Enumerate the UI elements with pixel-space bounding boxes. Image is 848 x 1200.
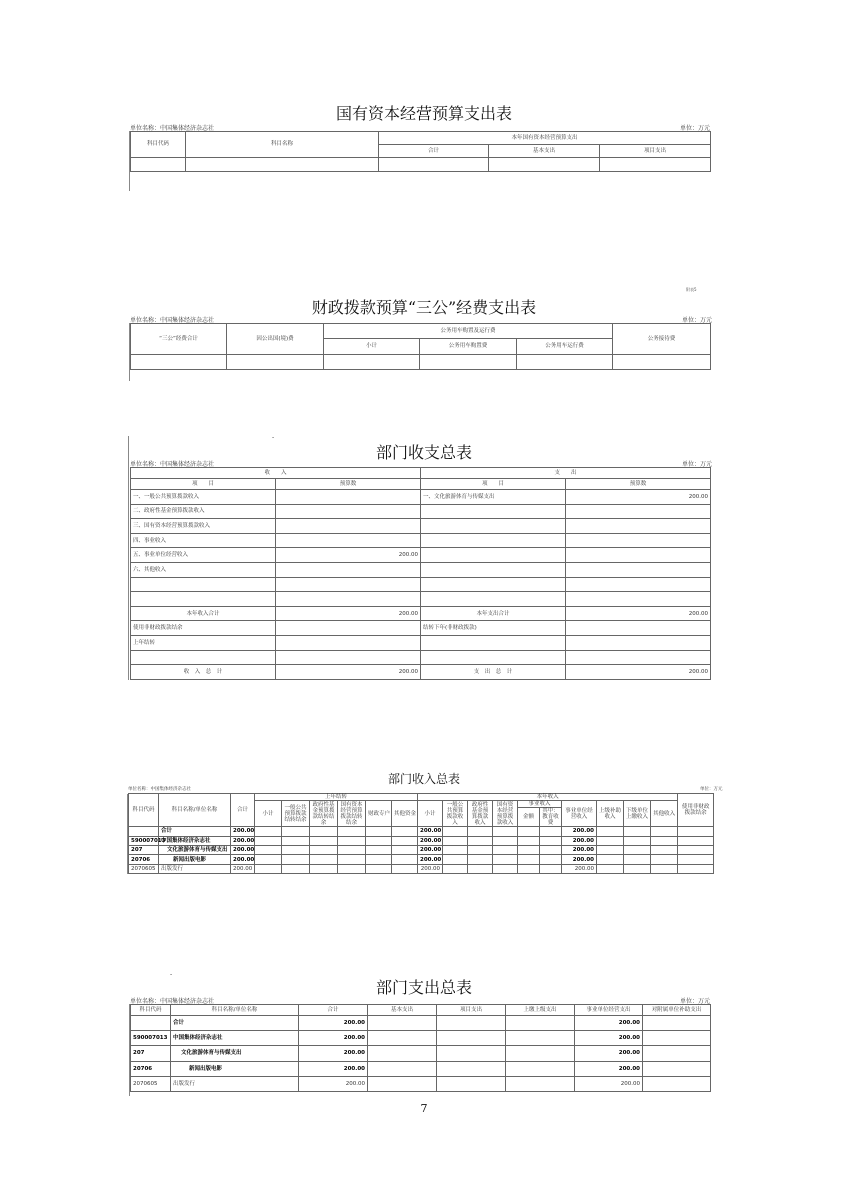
t5-cell: [437, 1061, 506, 1076]
t3-expense-item: [421, 519, 566, 534]
t3-expense-item: 一、文化旅游体育与传媒支出: [421, 490, 566, 505]
t3-income-value: [276, 621, 421, 636]
t1-table: [130, 131, 711, 172]
t5-name: 合计: [171, 1016, 299, 1031]
t3-h-income: 收 入: [131, 468, 421, 479]
t3-expense-value: [566, 592, 711, 607]
t4-h-useres: 使用非财政拨款结余: [678, 794, 714, 827]
t4-cell: [392, 855, 418, 864]
t4-cell: [366, 846, 392, 855]
table-row: [131, 592, 711, 607]
t2-h-reception: 公务接待费: [613, 324, 711, 355]
t3-h-item-right: 项 目: [421, 479, 566, 490]
t4-cell: [624, 836, 651, 845]
t4-cell: [651, 846, 678, 855]
t5-table: [130, 1004, 711, 1092]
t4-name: 新闻出版电影: [159, 855, 231, 864]
t3-income-item: [131, 577, 276, 592]
t5-cell: [437, 1016, 506, 1031]
t5-total: 200.00: [299, 1076, 368, 1091]
t4-cell: [540, 864, 562, 873]
t1-h-basic: 基本支出: [489, 145, 600, 158]
t3-expense-value: [566, 635, 711, 650]
table-row: [131, 650, 711, 665]
t4-name: 出版发行: [159, 864, 231, 873]
t2-unit: 单位：万元: [682, 317, 713, 324]
t3-expense-item: [421, 504, 566, 519]
t4-cell: [518, 864, 540, 873]
t4-cell: [310, 827, 338, 836]
t5-cell: [368, 1031, 437, 1046]
t4-cell: [468, 864, 493, 873]
t5-name: 文化旅游体育与传媒支出: [171, 1046, 299, 1061]
t4-h-fin: 财政专户: [366, 801, 392, 827]
t3-expense-item: [421, 533, 566, 548]
t5-header: 上缴上级支出: [506, 1005, 575, 1016]
table-row: [131, 1031, 711, 1046]
t5-code: 2070605: [131, 1076, 171, 1091]
t4-cell: [624, 855, 651, 864]
t4-cell: [468, 827, 493, 836]
t3-income-value: [276, 562, 421, 577]
t4-this-sub: 200.00: [418, 846, 443, 855]
t2-h-abroad: 因公出国(境)费: [227, 324, 324, 355]
t3-income-value: [276, 519, 421, 534]
t4-cell: [338, 827, 366, 836]
t3-expense-item: 支 出 总 计: [421, 665, 566, 680]
t1-title: 国有资本经营预算支出表: [335, 104, 512, 123]
t1-h-project: 项目支出: [600, 145, 711, 158]
t4-cell: [678, 855, 714, 864]
t4-h-biz-sub: 金额: [518, 808, 540, 827]
t4-op: 200.00: [562, 864, 597, 873]
t5-cell: [506, 1076, 575, 1091]
t4-cell: [468, 836, 493, 845]
t4-cell: [392, 836, 418, 845]
table-row: [131, 519, 711, 534]
t5-cell: [368, 1076, 437, 1091]
t4-cell: [255, 846, 282, 855]
t5-unit: 单位：万元: [680, 998, 711, 1005]
t1-unit: 单位：万元: [680, 125, 711, 132]
t3-income-item: 收 入 总 计: [131, 665, 276, 680]
t4-table: [128, 793, 714, 874]
t4-total: 200.00: [231, 846, 255, 855]
t5-name: 出版发行: [171, 1076, 299, 1091]
t3-expense-item: [421, 635, 566, 650]
t4-cell: [443, 855, 468, 864]
t3-income-item: 三、国有资本经营预算拨款收入: [131, 519, 276, 534]
t3-income-item: 使用非财政拨款结余: [131, 621, 276, 636]
t4-h-biz: 事业收入: [518, 801, 562, 808]
t3-expense-item: 本年支出合计: [421, 606, 566, 621]
table-row: [129, 836, 714, 845]
t4-cell: [443, 836, 468, 845]
t4-cell: [255, 836, 282, 845]
t4-h-sub-unit: 下级单位上缴收入: [624, 801, 651, 827]
t1-h-name: 科目名称: [186, 132, 379, 158]
t4-cell: [540, 836, 562, 845]
t3-income-value: [276, 533, 421, 548]
t3-expense-value: [566, 533, 711, 548]
t2-h-subtotal: 小计: [324, 339, 420, 355]
t4-cell: [518, 827, 540, 836]
t5-unit-name: 单位名称：中国集体经济杂志社: [130, 998, 215, 1005]
t5-cell: [643, 1061, 711, 1076]
t3-income-item: 六、其他收入: [131, 562, 276, 577]
t3-income-item: 五、事业单位经营收入: [131, 548, 276, 563]
t4-cell: [678, 864, 714, 873]
t4-cell: [255, 864, 282, 873]
t4-cell: [597, 836, 624, 845]
table-row: [131, 1016, 711, 1031]
t3-expense-value: [566, 504, 711, 519]
t5-cell: [643, 1046, 711, 1061]
t3-h-item-left: 项 目: [131, 479, 276, 490]
table-row: [129, 827, 714, 836]
t5-cell: [368, 1046, 437, 1061]
t4-total: 200.00: [231, 836, 255, 845]
table-row: [131, 490, 711, 505]
t4-h-biz-fin: 其中：教育收费: [540, 808, 562, 827]
t2-h-sangong: “三公”经费合计: [131, 324, 227, 355]
t4-cell: [597, 855, 624, 864]
t4-h-op: 事业单位经营收入: [562, 801, 597, 827]
t4-cell: [310, 855, 338, 864]
t5-code: [131, 1016, 171, 1031]
t3-income-value: 200.00: [276, 548, 421, 563]
t3-title: 部门收支总表: [375, 443, 472, 462]
t4-cell: [678, 827, 714, 836]
t4-cell: [392, 827, 418, 836]
t4-h-fund: 政府性基金预算拨款结转结余: [310, 801, 338, 827]
t4-cell: [282, 827, 310, 836]
t3-income-value: 200.00: [276, 665, 421, 680]
t4-h-fund2: 政府性基金预算拨款收入: [468, 801, 493, 827]
t4-cell: [310, 836, 338, 845]
t4-cell: [282, 846, 310, 855]
table-row: [131, 548, 711, 563]
t5-title: 部门支出总表: [375, 978, 472, 997]
t3-expense-item: 结转下年(非财政拨款): [421, 621, 566, 636]
t4-code: 207: [129, 846, 159, 855]
t3-income-value: [276, 490, 421, 505]
t2-h-car-group: 公务用车购置及运行费: [324, 324, 613, 339]
t4-cell: [651, 864, 678, 873]
t4-cell: [310, 864, 338, 873]
t4-cell: [624, 864, 651, 873]
t5-name: 中国集体经济杂志社: [171, 1031, 299, 1046]
t4-cell: [597, 827, 624, 836]
t4-title: 部门收入总表: [387, 772, 460, 786]
t4-h-state: 国有资本经营预算拨款结转结余: [338, 801, 366, 827]
t2-h-car-run: 公务用车运行费: [517, 339, 613, 355]
t4-op: 200.00: [562, 846, 597, 855]
t4-code: [129, 827, 159, 836]
t4-cell: [540, 846, 562, 855]
t4-name: 合计: [159, 827, 231, 836]
table-row: [131, 533, 711, 548]
t4-cell: [678, 846, 714, 855]
table-row: [129, 864, 714, 873]
t5-total: 200.00: [299, 1046, 368, 1061]
t2-title: 财政拨款预算“三公”经费支出表: [311, 298, 537, 317]
t4-h-total: 合计: [231, 794, 255, 827]
t3-income-value: [276, 577, 421, 592]
t5-code: 207: [131, 1046, 171, 1061]
t4-op: 200.00: [562, 827, 597, 836]
t4-name: 文化旅游体育与传媒支出: [159, 846, 231, 855]
t5-op: 200.00: [575, 1061, 643, 1076]
t3-unit-name: 单位名称：中国集体经济杂志社: [130, 461, 215, 468]
t1-h-code: 科目代码: [131, 132, 186, 158]
t4-cell: [540, 827, 562, 836]
t4-cell: [597, 864, 624, 873]
t5-cell: [368, 1016, 437, 1031]
t3-income-item: 本年收入合计: [131, 606, 276, 621]
t4-cell: [493, 836, 518, 845]
t3-expense-value: [566, 562, 711, 577]
t5-header: 基本支出: [368, 1005, 437, 1016]
t3-left-rule: [128, 436, 129, 680]
t3-income-value: [276, 504, 421, 519]
table-row: [131, 577, 711, 592]
t4-cell: [493, 827, 518, 836]
table-row: [131, 1061, 711, 1076]
t3-mark: -: [272, 434, 275, 441]
t5-cell: [643, 1076, 711, 1091]
t4-cell: [443, 827, 468, 836]
t4-cell: [443, 846, 468, 855]
t3-income-item: 二、政府性基金预算拨款收入: [131, 504, 276, 519]
t2-table: [130, 323, 711, 370]
t3-expense-item: [421, 548, 566, 563]
t4-unit-name: 单位名称：中国集体经济杂志社: [128, 787, 191, 792]
t4-h-code: 科目代码: [129, 794, 159, 827]
t4-h-up: 上级补助收入: [597, 801, 624, 827]
t4-h-gen: 一般公共预算拨款结转结余: [282, 801, 310, 827]
page-number: 7: [420, 1102, 428, 1115]
t4-cell: [282, 836, 310, 845]
t4-cell: [443, 864, 468, 873]
t5-header: 对附属单位补助支出: [643, 1005, 711, 1016]
table-row: [131, 1076, 711, 1091]
t4-code: 20706: [129, 855, 159, 864]
t5-code: 590007013: [131, 1031, 171, 1046]
t4-h-state2: 国有资本经营预算拨款收入: [493, 801, 518, 827]
t4-cell: [338, 855, 366, 864]
t1-h-total: 合计: [379, 145, 489, 158]
t4-total: 200.00: [231, 827, 255, 836]
t4-op: 200.00: [562, 855, 597, 864]
table-row: [131, 621, 711, 636]
table-row: [131, 158, 711, 172]
t4-h-gen2: 一般公共预算拨款收入: [443, 801, 468, 827]
t5-cell: [643, 1031, 711, 1046]
t4-code: 590007013: [129, 836, 159, 845]
t4-cell: [468, 855, 493, 864]
t4-this-sub: 200.00: [418, 827, 443, 836]
t4-cell: [651, 855, 678, 864]
t5-name: 新闻出版电影: [171, 1061, 299, 1076]
t5-header: 项目支出: [437, 1005, 506, 1016]
t4-cell: [392, 864, 418, 873]
t3-h-budget-right: 预算数: [566, 479, 711, 490]
t3-income-item: [131, 592, 276, 607]
t4-cell: [493, 864, 518, 873]
table-row: [131, 504, 711, 519]
t4-cell: [518, 855, 540, 864]
table-row: [129, 846, 714, 855]
t4-cell: [282, 864, 310, 873]
t3-income-value: [276, 650, 421, 665]
t4-cell: [338, 836, 366, 845]
t4-cell: [366, 827, 392, 836]
t4-this-sub: 200.00: [418, 836, 443, 845]
t3-income-value: 200.00: [276, 606, 421, 621]
t3-income-value: [276, 635, 421, 650]
t3-income-item: [131, 650, 276, 665]
t4-cell: [468, 846, 493, 855]
t3-income-value: [276, 592, 421, 607]
t3-income-item: 一、一般公共预算拨款收入: [131, 490, 276, 505]
table-row: [131, 635, 711, 650]
t3-expense-value: [566, 621, 711, 636]
t4-cell: [392, 846, 418, 855]
t3-expense-value: [566, 519, 711, 534]
t4-h-last: 上年结转: [255, 794, 418, 801]
t5-cell: [368, 1061, 437, 1076]
t4-cell: [678, 836, 714, 845]
table-row: [129, 855, 714, 864]
t4-this-sub: 200.00: [418, 855, 443, 864]
t3-table: [130, 467, 711, 680]
t2-unit-name: 单位名称：中国集体经济杂志社: [130, 317, 215, 324]
t4-h-oth: 其他收入: [651, 801, 678, 827]
t4-cell: [255, 855, 282, 864]
t5-total: 200.00: [299, 1016, 368, 1031]
t4-h-sub2: 小计: [418, 801, 443, 827]
t5-header: 科目代码: [131, 1005, 171, 1016]
t4-cell: [624, 827, 651, 836]
t5-cell: [437, 1031, 506, 1046]
t3-expense-item: [421, 562, 566, 577]
t4-h-name: 科目名称/单位名称: [159, 794, 231, 827]
t4-cell: [624, 846, 651, 855]
t3-expense-value: [566, 577, 711, 592]
t3-income-item: 上年结转: [131, 635, 276, 650]
table-row: [131, 665, 711, 680]
table-row: [131, 562, 711, 577]
t4-code: 2070605: [129, 864, 159, 873]
t3-h-budget-left: 预算数: [276, 479, 421, 490]
t5-cell: [437, 1076, 506, 1091]
t3-expense-value: 200.00: [566, 606, 711, 621]
t3-expense-item: [421, 650, 566, 665]
t5-op: 200.00: [575, 1046, 643, 1061]
t3-unit: 单位：万元: [682, 461, 713, 468]
t4-cell: [338, 846, 366, 855]
t4-cell: [651, 827, 678, 836]
t5-header: 科目名称/单位名称: [171, 1005, 299, 1016]
t4-cell: [310, 846, 338, 855]
t5-cell: [506, 1031, 575, 1046]
t4-h-other: 其他资金: [392, 801, 418, 827]
t4-op: 200.00: [562, 836, 597, 845]
t5-mark: -: [170, 971, 173, 978]
t4-cell: [518, 846, 540, 855]
t4-cell: [366, 864, 392, 873]
t5-op: 200.00: [575, 1031, 643, 1046]
t5-cell: [506, 1061, 575, 1076]
t1-h-group: 本年国有资本经营预算支出: [379, 132, 711, 145]
t3-expense-item: [421, 577, 566, 592]
t4-cell: [597, 846, 624, 855]
t3-h-expense: 支 出: [421, 468, 711, 479]
t5-header: 事业单位经营支出: [575, 1005, 643, 1016]
t3-expense-value: 200.00: [566, 665, 711, 680]
t4-cell: [493, 846, 518, 855]
t5-cell: [506, 1016, 575, 1031]
t4-total: 200.00: [231, 864, 255, 873]
t4-h-this: 本年收入: [418, 794, 678, 801]
t4-cell: [366, 855, 392, 864]
t2-corner: 附表5: [686, 287, 697, 292]
t5-header: 合计: [299, 1005, 368, 1016]
t4-total: 200.00: [231, 855, 255, 864]
t4-h-sub: 小计: [255, 801, 282, 827]
t5-op: 200.00: [575, 1076, 643, 1091]
t3-expense-value: [566, 650, 711, 665]
t5-cell: [506, 1046, 575, 1061]
table-row: [131, 606, 711, 621]
t3-expense-item: [421, 592, 566, 607]
t5-op: 200.00: [575, 1016, 643, 1031]
table-row: [131, 355, 711, 370]
t4-cell: [540, 855, 562, 864]
t1-unit-name: 单位名称：中国集体经济杂志社: [130, 125, 215, 132]
table-row: [131, 1046, 711, 1061]
t4-cell: [518, 836, 540, 845]
t4-cell: [366, 836, 392, 845]
t5-cell: [437, 1046, 506, 1061]
t4-cell: [338, 864, 366, 873]
t3-expense-value: [566, 548, 711, 563]
t3-income-item: 四、事业收入: [131, 533, 276, 548]
t4-this-sub: 200.00: [418, 864, 443, 873]
t5-total: 200.00: [299, 1031, 368, 1046]
t5-total: 200.00: [299, 1061, 368, 1076]
t4-cell: [651, 836, 678, 845]
t4-cell: [493, 855, 518, 864]
t4-cell: [255, 827, 282, 836]
t4-cell: [282, 855, 310, 864]
t4-name: 中国集体经济杂志社: [159, 836, 231, 845]
t4-unit: 单位：万元: [700, 787, 723, 792]
t5-code: 20706: [131, 1061, 171, 1076]
t3-expense-value: 200.00: [566, 490, 711, 505]
t2-h-car-buy: 公务用车购置费: [420, 339, 517, 355]
t5-cell: [643, 1016, 711, 1031]
